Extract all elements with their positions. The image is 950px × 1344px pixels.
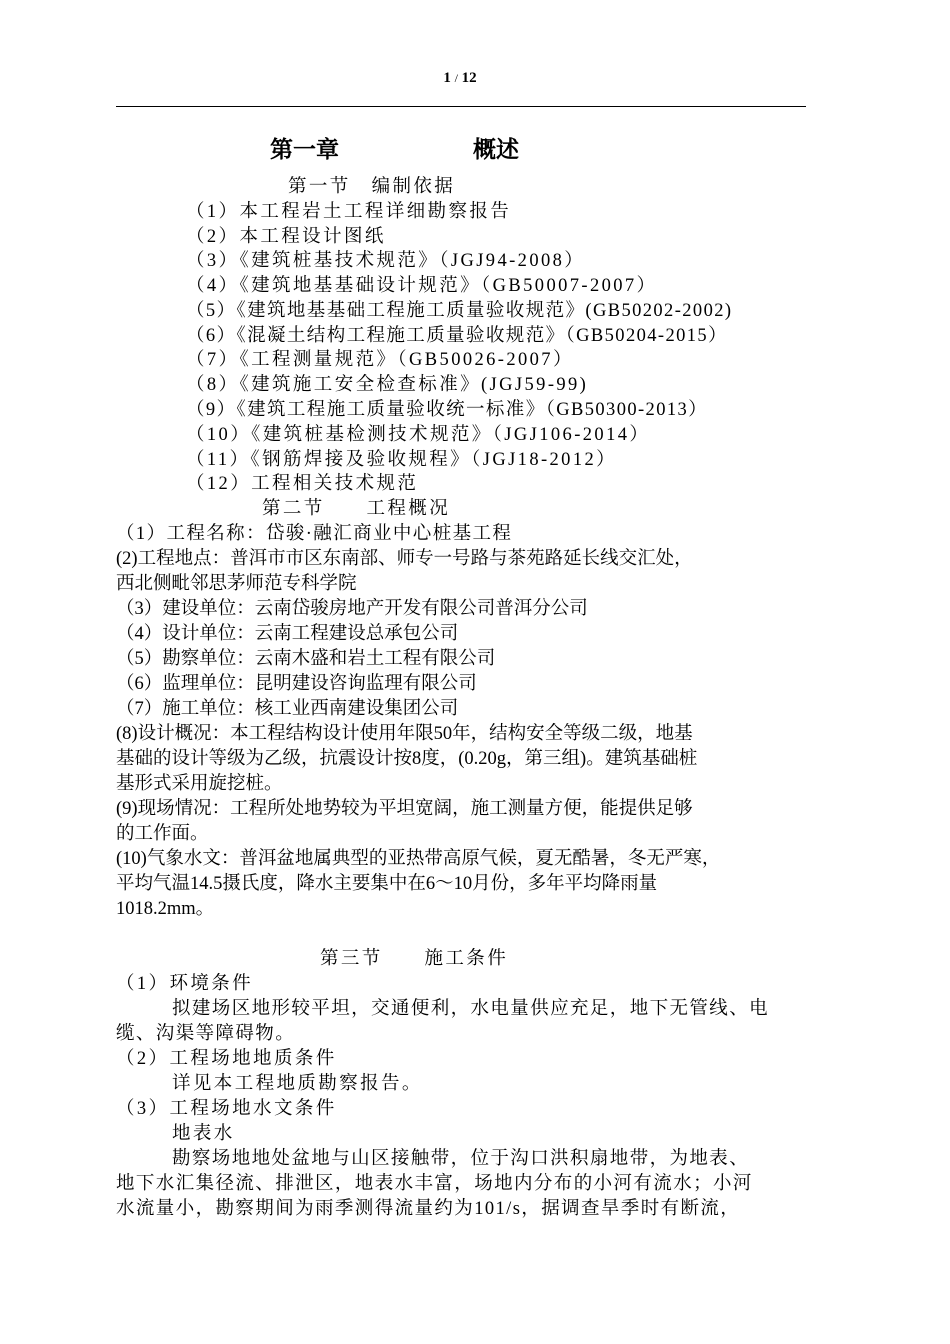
basis-item: （10）《建筑桩基检测技术规范》（JGJ106-2014） [186,425,651,445]
conditions-line: 勘察场地地处盆地与山区接触带，位于沟口洪积扇地带，为地表、 [172,1149,750,1169]
conditions-line: 详见本工程地质勘察报告。 [172,1074,423,1094]
basis-item: （6）《混凝土结构工程施工质量验收规范》（GB50204-2015） [186,326,728,346]
overview-line: 西北侧毗邻思茅师范专科学院 [116,574,357,594]
conditions-line: （1）环境条件 [116,974,254,994]
overview-line: (9)现场情况：工程所处地势较为平坦宽阔，施工测量方便，能提供足够 [116,799,693,819]
overview-line: 基形式采用旋挖桩。 [116,774,283,794]
conditions-line: （3）工程场地水文条件 [116,1099,337,1119]
basis-item: （3）《建筑桩基技术规范》（JGJ94-2008） [186,251,586,271]
conditions-line: 地下水汇集径流、排泄区，地表水丰富，场地内分布的小河有流水；小河 [116,1174,753,1194]
overview-line: 的工作面。 [116,824,209,844]
overview-line: （1）工程名称：岱骏·融汇商业中心桩基工程 [116,524,513,544]
basis-item: （12）工程相关技术规范 [186,474,419,494]
header-rule [116,106,806,107]
section-heading-overview: 第二节 工程概况 [262,499,451,519]
overview-line: 平均气温14.5摄氏度，降水主要集中在6～10月份，多年平均降雨量 [116,874,658,894]
basis-item: （9）《建筑工程施工质量验收统一标准》（GB50300-2013） [186,400,709,420]
page-number-current: 1 [443,70,451,86]
overview-line: (10)气象水文：普洱盆地属典型的亚热带高原气候，夏无酷暑，冬无严寒， [116,849,721,869]
overview-line: （3）建设单位：云南岱骏房地产开发有限公司普洱分公司 [116,599,588,619]
basis-item: （1）本工程岩土工程详细勘察报告 [186,202,512,222]
basis-item: （2）本工程设计图纸 [186,227,386,247]
basis-item: （11）《钢筋焊接及验收规程》（JGJ18-2012） [186,450,618,470]
overview-line: （4）设计单位：云南工程建设总承包公司 [116,624,459,644]
conditions-line: 地表水 [172,1124,235,1144]
page-number-separator: / [454,71,458,85]
chapter-number: 第一章 [270,137,339,162]
basis-item: （7）《工程测量规范》（GB50026-2007） [186,350,574,370]
conditions-line: 水流量小，勘察期间为雨季测得流量约为101/s，据调查旱季时有断流， [116,1199,741,1219]
conditions-line: （2）工程场地地质条件 [116,1049,337,1069]
overview-line: （6）监理单位：昆明建设咨询监理有限公司 [116,674,477,694]
overview-line: （5）勘察单位：云南木盛和岩土工程有限公司 [116,649,496,669]
page-number [0,70,920,87]
chapter-title: 概述 [473,137,519,162]
section-heading-basis: 第一节 编制依据 [288,177,456,197]
section-heading-conditions: 第三节 施工条件 [320,949,509,969]
overview-line: (8)设计概况：本工程结构设计使用年限50年，结构安全等级二级，地基 [116,724,693,744]
overview-line: (2)工程地点：普洱市市区东南部、师专一号路与茶苑路延长线交汇处， [116,549,693,569]
conditions-line: 缆、沟渠等障碍物。 [116,1024,296,1044]
overview-line: （7）施工单位：核工业西南建设集团公司 [116,699,459,719]
conditions-line: 拟建场区地形较平坦，交通便利，水电量供应充足，地下无管线、电 [172,999,770,1019]
basis-item: （5）《建筑地基基础工程施工质量验收规范》(GB50202-2002) [186,301,733,321]
basis-item: （8）《建筑施工安全检查标准》(JGJ59-99) [186,375,589,395]
basis-item: （4）《建筑地基基础设计规范》（GB50007-2007） [186,276,658,296]
page-number-total: 12 [461,70,477,86]
overview-line: 基础的设计等级为乙级，抗震设计按8度，(0.20g，第三组)。建筑基础桩 [116,749,698,769]
overview-line: 1018.2mm。 [116,899,215,919]
